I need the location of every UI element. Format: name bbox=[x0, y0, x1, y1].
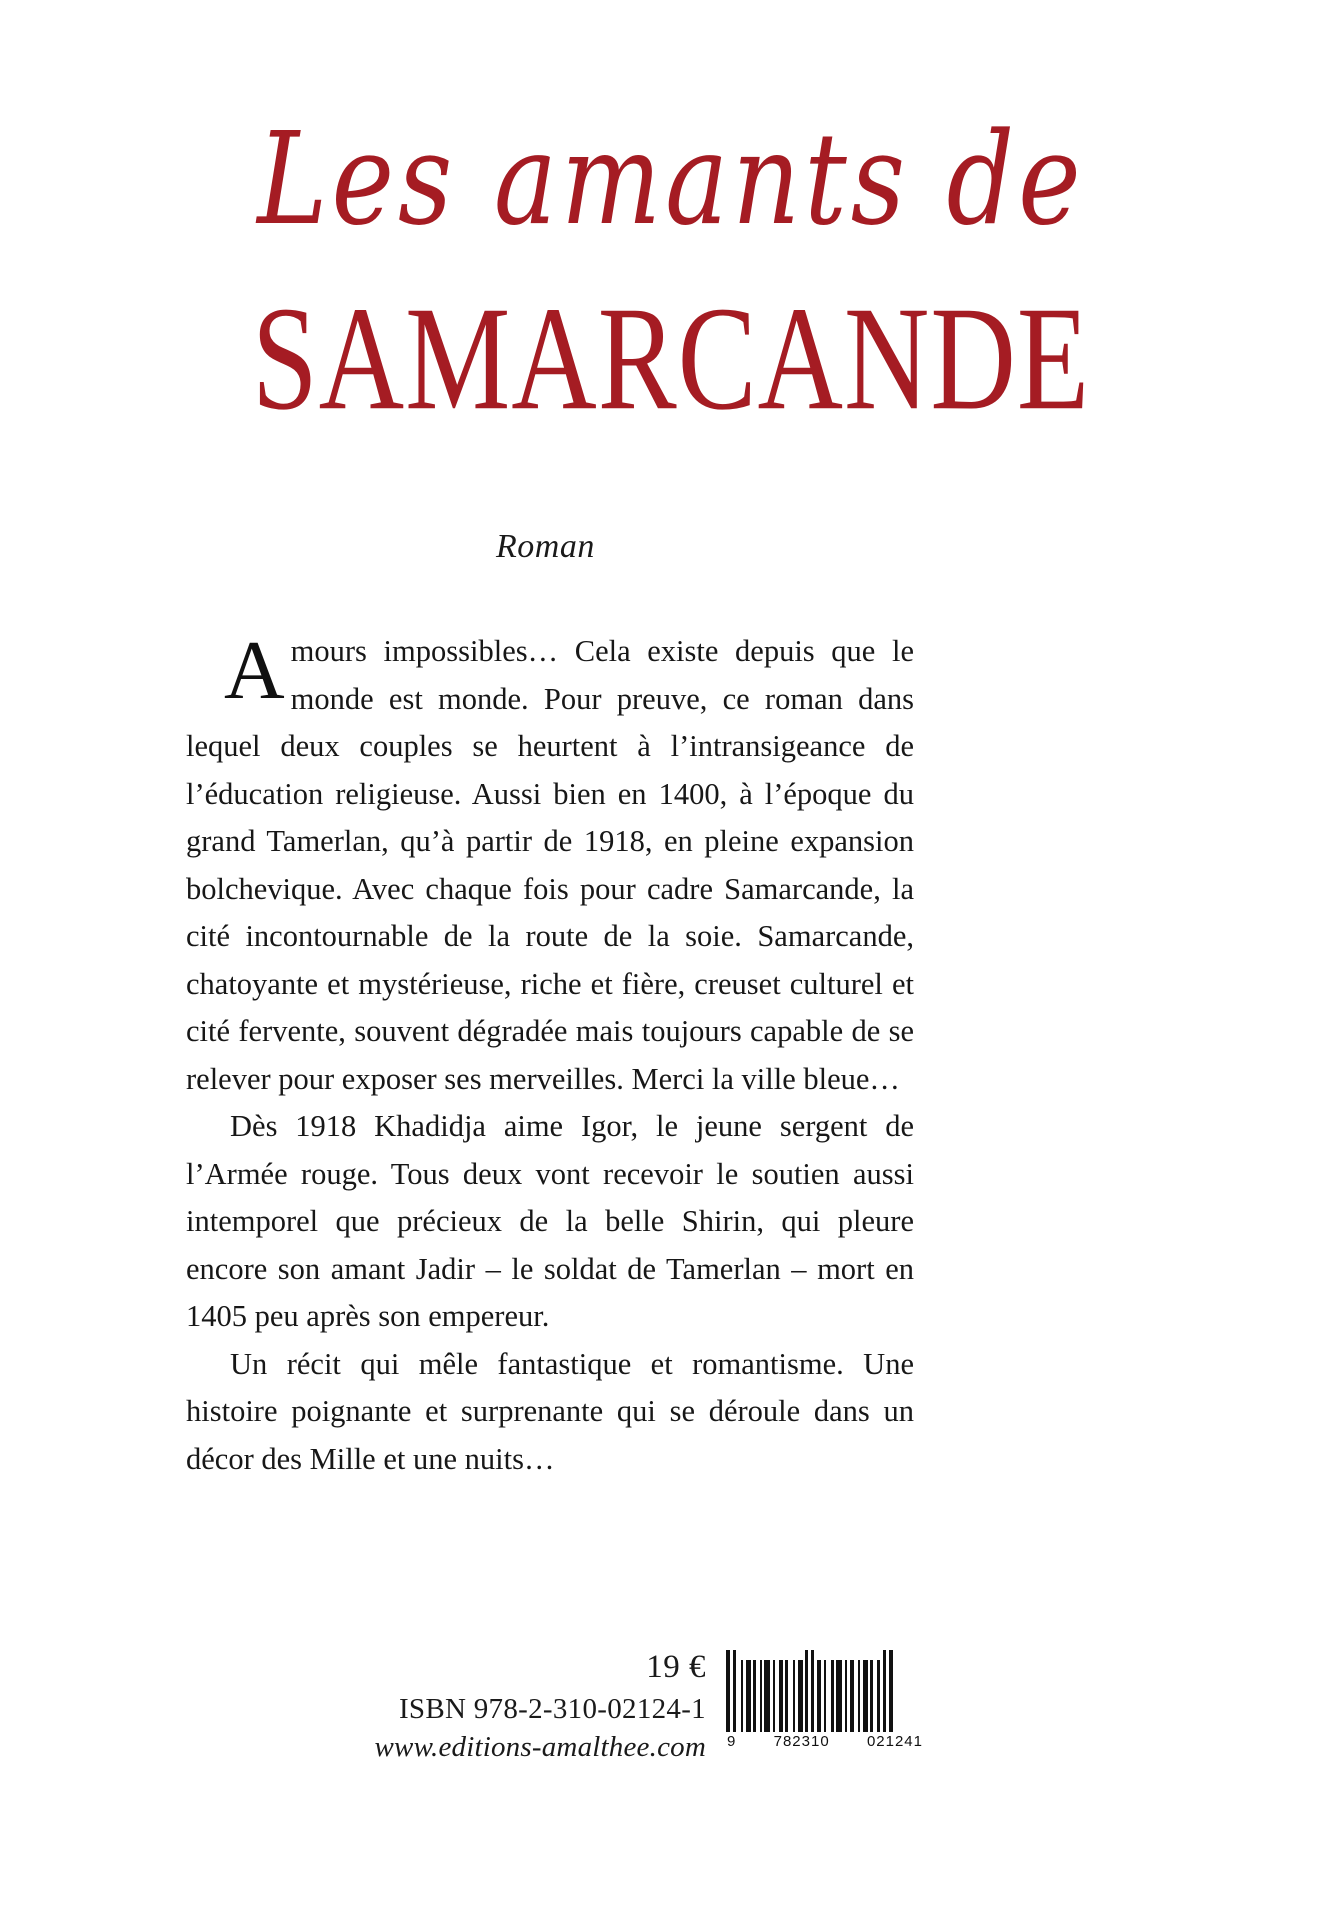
title-line-script: Les amants de bbox=[257, 106, 1085, 254]
genre-label: Roman bbox=[496, 528, 595, 565]
imprint-block bbox=[375, 1646, 706, 1766]
barcode-digits bbox=[726, 1733, 924, 1750]
blurb-text bbox=[186, 624, 914, 1483]
barcode-lead-digit: 9 bbox=[727, 1733, 737, 1750]
title-line-main: SAMARCANDE bbox=[251, 276, 1091, 441]
cover-footer bbox=[0, 1646, 1342, 1796]
barcode-right-digits: 021241 bbox=[866, 1733, 923, 1750]
price-label: 19 € bbox=[646, 1649, 706, 1685]
ean13-barcode bbox=[726, 1650, 924, 1750]
blurb-paragraph-1-text: mours impossibles… Cela existe depuis que le monde est monde. Pour preuve, ce roman dans lequel deux couples se heurtent à l’intransigeance de l’éducation religieuse. Aussi bien en 1400, à l’époque du grand Tamerlan, qu’à partir de 1918, en pleine expansion bolchevique. Avec chaque fois pour cadre Samarcande, la cité incontournable de la route de la soie. Samarcande, chatoyante et mystérieuse, riche et fière, creuset culturel et cité fervente, souvent dégradée mais toujours capable de se relever pour exposer ses merveilles. Merci la ville bleue… bbox=[186, 634, 914, 1096]
title-block bbox=[0, 106, 1342, 441]
barcode-left-digits: 782310 bbox=[773, 1733, 830, 1750]
publisher-website: www.editions-amalthee.com bbox=[374, 1730, 706, 1763]
blurb-paragraph-3: Un récit qui mêle fantastique et romantisme. Une histoire poignante et surprenante qui se déroule dans un décor des Mille et une nuits… bbox=[186, 1346, 914, 1476]
barcode-bars bbox=[726, 1650, 924, 1732]
drop-cap: A bbox=[224, 624, 285, 717]
blurb-paragraph-2: Dès 1918 Khadidja aime Igor, le jeune sergent de l’Armée rouge. Tous deux vont recevoir le soutien aussi intemporel que précieux de la belle Shirin, qui pleure encore son amant Jadir – le soldat de Tamerlan – mort en 1405 peu après son empereur. bbox=[186, 1109, 914, 1333]
blurb-paragraph-1 bbox=[186, 624, 914, 1103]
isbn-label: ISBN 978-2-310-02124-1 bbox=[398, 1692, 706, 1725]
